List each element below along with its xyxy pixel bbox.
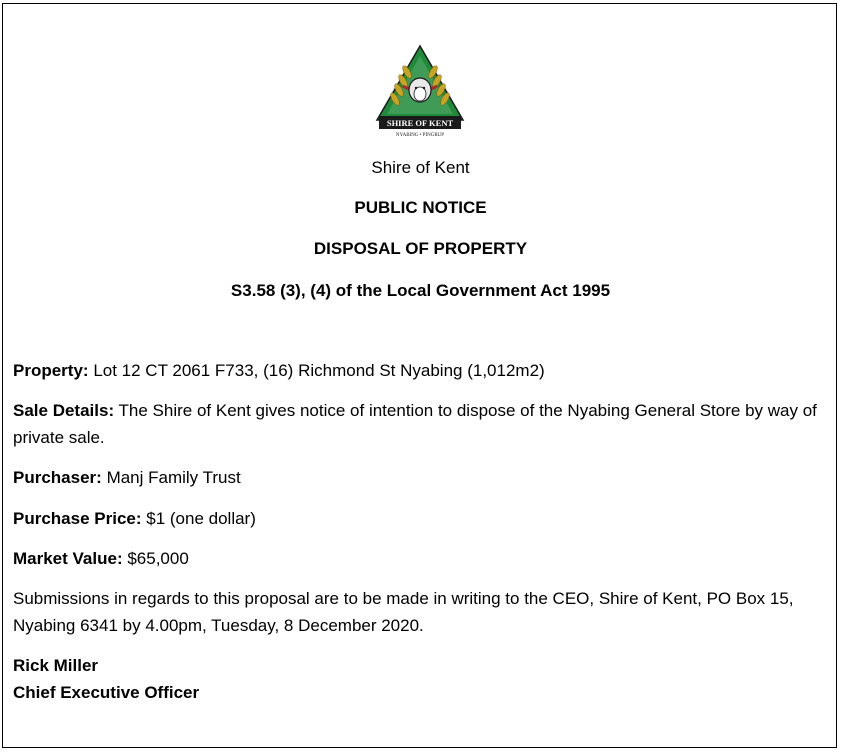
- sale-details-label: Sale Details:: [13, 401, 115, 420]
- logo-banner-text: SHIRE OF KENT: [386, 118, 454, 128]
- purchaser-value: Manj Family Trust: [106, 468, 241, 487]
- purchaser-label: Purchaser:: [13, 468, 102, 487]
- purchase-price-value: $1 (one dollar): [146, 509, 256, 528]
- sale-details-value: The Shire of Kent gives notice of intention to dispose of the Nyabing General Store by way of private sale.: [13, 401, 817, 447]
- market-value-line: [13, 545, 828, 572]
- purchase-price-label: Purchase Price:: [13, 509, 142, 528]
- submissions-paragraph: Submissions in regards to this proposal are to be made in writing to the CEO, Shire of Kent, PO Box 15, Nyabing 6341 by 4.00pm, Tuesday, 8 December 2020.: [13, 589, 794, 635]
- sale-details-line: [13, 397, 828, 451]
- logo-sub-text: NYABING • PINGRUP: [395, 133, 445, 138]
- purchase-price-line: [13, 505, 828, 532]
- signatory-title: Chief Executive Officer: [13, 683, 200, 702]
- purchaser-line: [13, 464, 828, 491]
- property-value: Lot 12 CT 2061 F733, (16) Richmond St Nyabing (1,012m2): [93, 361, 545, 380]
- property-label: Property:: [13, 361, 89, 380]
- market-value-value: $65,000: [127, 549, 189, 568]
- notice-type-heading: PUBLIC NOTICE: [354, 198, 487, 217]
- act-reference-heading: S3.58 (3), (4) of the Local Government Act 1995: [230, 281, 611, 300]
- shire-of-kent-crest-icon: [373, 44, 467, 138]
- signatory-name: Rick Miller: [13, 656, 99, 675]
- org-name: Shire of Kent: [371, 158, 470, 177]
- property-line: [13, 357, 828, 384]
- subject-heading: DISPOSAL OF PROPERTY: [313, 239, 528, 258]
- market-value-label: Market Value:: [13, 549, 123, 568]
